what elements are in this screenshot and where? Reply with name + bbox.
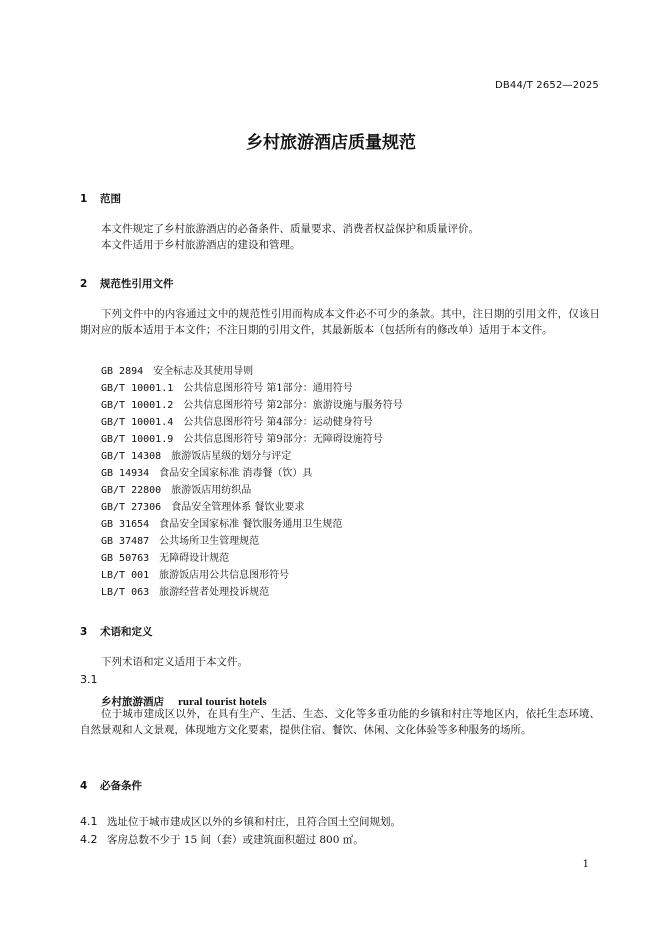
reference-item: [101, 447, 291, 462]
reference-code: LB/T 063: [101, 587, 150, 598]
section-2-heading: [80, 276, 174, 291]
reference-title: 旅游饭店用公共信息图形符号: [159, 570, 290, 581]
section-3-number: 3: [80, 626, 88, 638]
reference-title: 公共信息图形符号 第9部分：无障碍设施符号: [183, 434, 383, 445]
section-2-intro: 下列文件中的内容通过文中的规范性引用而构成本文件必不可少的条款。其中，注日期的引用文件，仅该日期对应的版本适用于本文件；不注日期的引用文件，其最新版本（包括所有的修改单）适用于本文件。: [80, 308, 600, 336]
reference-code: GB/T 14308: [101, 451, 162, 462]
reference-code: GB/T 10001.9: [101, 434, 174, 445]
clause-4-2-number: 4.2: [80, 833, 98, 846]
reference-title: 公共信息图形符号 第1部分：通用符号: [183, 383, 353, 394]
document-title: 乡村旅游酒店质量规范: [246, 133, 416, 153]
reference-title: 公共信息图形符号 第4部分：运动健身符号: [183, 417, 373, 428]
reference-item: [101, 379, 353, 394]
section-2-number: 2: [80, 278, 88, 290]
reference-title: 食品安全管理体系 餐饮业要求: [171, 502, 305, 513]
reference-item: [101, 498, 304, 513]
section-3-heading: [80, 624, 153, 639]
section-3-intro: 下列术语和定义适用于本文件。: [101, 656, 248, 668]
page-number: 1: [582, 859, 589, 870]
section-1-number: 1: [80, 193, 88, 205]
term-definition: 位于城市建成区以外，在具有生产、生活、生态、文化等多重功能的乡镇和村庄等地区内，依托生态环境、自然景观和人文景观，体现地方文化要素，提供住宿、餐饮、休闲、文化体验等多种服务的场所。: [80, 708, 600, 736]
reference-code: GB 14934: [101, 468, 150, 479]
section-3-title: 术语和定义: [100, 626, 153, 638]
reference-item: [101, 481, 251, 496]
reference-code: GB/T 10001.2: [101, 400, 174, 411]
reference-code: GB 2894: [101, 366, 144, 377]
standard-code: DB44/T 2652—2025: [494, 80, 599, 91]
reference-title: 无障碍设计规范: [159, 553, 230, 564]
section-2-title: 规范性引用文件: [100, 278, 174, 290]
reference-code: GB/T 10001.4: [101, 417, 174, 428]
clause-4-1-text: 选址位于城市建成区以外的乡镇和村庄，且符合国土空间规划。: [107, 816, 401, 828]
reference-code: GB/T 10001.1: [101, 383, 174, 394]
section-4-title: 必备条件: [100, 780, 142, 792]
reference-code: GB 50763: [101, 553, 150, 564]
section-1-heading: [80, 191, 121, 206]
section-1-paragraph-1: 本文件规定了乡村旅游酒店的必备条件、质量要求、消费者权益保护和质量评价。: [101, 223, 479, 235]
reference-item: [101, 430, 383, 445]
reference-title: 旅游饭店星级的划分与评定: [171, 451, 292, 462]
reference-title: 食品安全国家标准 消毒餐（饮）具: [159, 468, 313, 479]
reference-title: 旅游经营者处理投诉规范: [159, 587, 270, 598]
reference-title: 食品安全国家标准 餐饮服务通用卫生规范: [159, 519, 343, 530]
reference-item: [101, 515, 342, 530]
section-4-number: 4: [80, 780, 88, 792]
term-chinese: 乡村旅游酒店: [101, 696, 164, 708]
reference-code: GB 37487: [101, 536, 150, 547]
reference-code: LB/T 001: [101, 570, 150, 581]
reference-item: [101, 413, 373, 428]
reference-item: [101, 464, 312, 479]
reference-item: [101, 396, 403, 411]
section-1-title: 范围: [100, 193, 121, 205]
section-4-heading: [80, 778, 142, 793]
term-english: rural tourist hotels: [178, 696, 267, 708]
reference-title: 安全标志及其使用导则: [153, 366, 254, 377]
reference-title: 公共信息图形符号 第2部分：旅游设施与服务符号: [183, 400, 403, 411]
clause-4-1-number: 4.1: [80, 815, 98, 828]
reference-item: [101, 532, 259, 547]
reference-item: [101, 566, 289, 581]
reference-code: GB/T 27306: [101, 502, 162, 513]
reference-item: [101, 583, 269, 598]
reference-title: 旅游饭店用纺织品: [171, 485, 252, 496]
reference-title: 公共场所卫生管理规范: [159, 536, 260, 547]
reference-item: [101, 549, 229, 564]
reference-code: GB 31654: [101, 519, 150, 530]
clause-3-1-number: 3.1: [80, 673, 98, 686]
reference-item: [101, 362, 253, 377]
clause-4-2: [80, 828, 364, 849]
section-1-paragraph-2: 本文件适用于乡村旅游酒店的建设和管理。: [101, 239, 301, 251]
clause-4-2-text: 客房总数不少于 15 间（套）或建筑面积超过 800 ㎡。: [107, 834, 364, 846]
reference-code: GB/T 22800: [101, 485, 162, 496]
